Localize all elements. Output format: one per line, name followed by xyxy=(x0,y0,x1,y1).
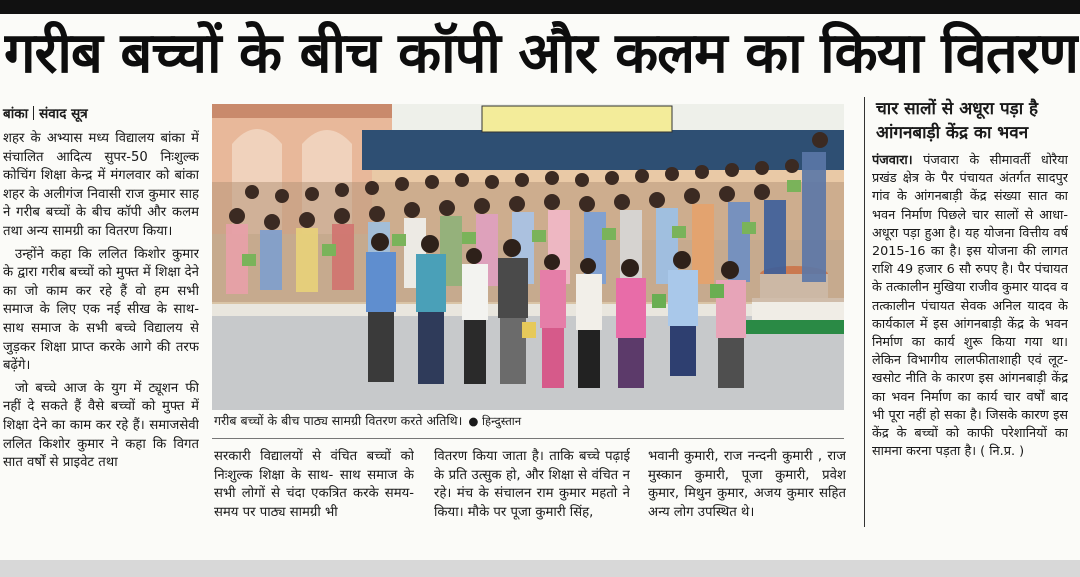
caption-source: ● हिन्दुस्तान xyxy=(468,414,522,428)
article-column-3: वितरण किया जाता है। ताकि बच्चे पढ़ाई के प्रति उत्सुक हो, और शिक्षा से वंचित न रहे। मंच के संचालन राम कुमार महतो ने किया। मौके पर पूजा कुमारी सिंह, xyxy=(434,449,630,520)
divider-rule xyxy=(212,438,844,439)
sidebar-dateline: पंजवारा। xyxy=(872,153,913,168)
byline-source: संवाद सूत्र xyxy=(39,106,88,122)
article-column-4: भवानी कुमारी, राज नन्दनी कुमारी , राज मुस्कान कुमारी, पूजा कुमारी, प्रवेश कुमार, मिथुन कुमार, अजय कुमार सहित अन्य लोग उपस्थित थे। xyxy=(648,449,846,520)
article-column-2: सरकारी विद्यालयों से वंचित बच्चों को निःशुल्क शिक्षा के साथ- साथ समाज के सभी लोगों से चंदा एकत्रित करके समय-समय पर पाठ्य सामग्री भी xyxy=(214,449,414,520)
photo-caption xyxy=(214,412,844,430)
sidebar-divider xyxy=(864,97,865,527)
headline: गरीब बच्चों के बीच कॉपी और कलम का किया वितरण xyxy=(4,21,1079,86)
byline-place: बांका xyxy=(3,106,29,122)
caption-text: गरीब बच्चों के बीच पाठ्य सामग्री वितरण करते अतिथि। xyxy=(214,413,463,428)
photo-illustration xyxy=(212,104,844,410)
top-dark-bar xyxy=(0,0,1080,14)
sidebar-text: पंजवारा के सीमावर्ती धोरैया प्रखंड क्षेत्र के पैर पंचायत अंतर्गत सादपुर गांव के आंगनबाड़ी केंद्र संख्या सात का भवन निर्माण पिछले चार सालों से आधा-अधूरा पड़ा हुआ है। यह योजना वित्तीय वर्ष 2015-16 का है। इस योजना की लागत राशि 49 हजार 6 सौ रुपए है। पैर पंचायत के तत्कालीन मुखिया राजीव कुमार यादव व तत्कालीन पंचायत सेवक अनिल यादव के कार्यकाल में इस आंगनबाड़ी केंद्र के भवन निर्माण का कार्य शुरू किया गया था। लेकिन विभागीय लालफीताशाही एवं लूट-खसोट नीति के कारण इस आंगनबाड़ी केंद्र का भवन निर्माण का कार्य चार वर्षों बाद भी पूरा नहीं हो सका है। जिसके कारण इस केंद्र के बच्चों को काफी परेशानियों का सामना करना पड़ता है। ( नि.प्र. ) xyxy=(872,153,1068,460)
byline xyxy=(3,104,88,122)
bottom-margin-bar xyxy=(0,560,1080,577)
news-photo xyxy=(212,104,844,410)
sidebar-title: चार सालों से अधूरा पड़ा है आंगनबाड़ी केंद्र का भवन xyxy=(876,99,1039,143)
byline-separator xyxy=(33,106,34,120)
sidebar-body xyxy=(872,152,1068,532)
article-column-1 xyxy=(3,130,199,530)
paragraph-2: उन्होंने कहा कि ललित किशोर कुमार के द्वारा गरीब बच्चों को मुफ्त में शिक्षा देने का जो काम कर रहे हैं वो हम सभी समाज के लिए एक नई सीख के साथ-साथ समाज के सभी बच्चे विद्यालय से जुड़कर शिक्षा प्राप्त करके आगे की तरफ बढ़ेंगे। xyxy=(3,246,199,374)
paragraph-3: जो बच्चे आज के युग में ट्यूशन फी नहीं दे सकते हैं वैसे बच्चों को मुफ्त में शिक्षा देने का काम कर रहे हैं। समाजसेवी ललित किशोर कुमार ने कहा कि विगत सात वर्षों से प्राइवेट तथा xyxy=(3,380,199,471)
paragraph-1: शहर के अभ्यास मध्य विद्यालय बांका में संचालित आदित्य सुपर-50 निःशुल्क कोचिंग शिक्षा केन्द्र में मंगलवार को बांका शहर के अलीगंज निवासी राज कुमार साह ने गरीब बच्चों के बीच कॉपी और कलम तथा अन्य सामग्री का वितरण किया। xyxy=(3,131,199,239)
